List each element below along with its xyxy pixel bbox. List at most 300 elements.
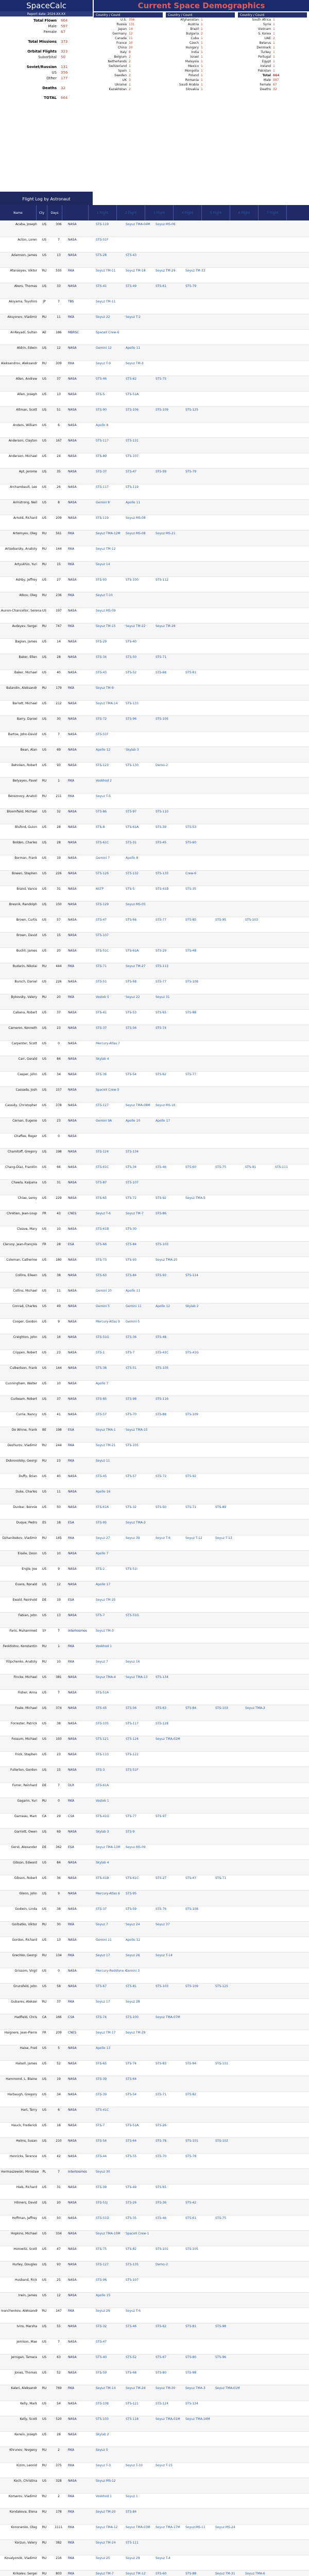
flight-cell: [184, 1056, 214, 1071]
days-in-space: 7: [58, 300, 60, 303]
country-code: JP: [43, 300, 46, 303]
flight-cell: Soyuz 30: [96, 2170, 110, 2174]
flight-cell: [184, 361, 214, 376]
flight-cell: STS-70: [156, 2155, 167, 2158]
astronaut-name: Coleman, Catherine: [6, 1258, 37, 1262]
days-in-space: 13: [57, 1614, 61, 1617]
flight-cell: [274, 2107, 304, 2122]
flight-cell: STS-45: [96, 1475, 107, 1478]
flight-cell: [214, 1056, 244, 1071]
agency: NASA: [68, 1042, 77, 1045]
days-in-space: 1: [58, 1645, 60, 1648]
flight-cell: [244, 1365, 274, 1380]
country-count: 8: [129, 50, 131, 54]
flight-cell: [274, 2262, 304, 2277]
country-code: US: [42, 1706, 47, 1710]
flight-cell: [214, 1257, 244, 1272]
flight-cell: [244, 1242, 274, 1257]
flight-cell: [154, 2339, 184, 2354]
flight-cell: [125, 2432, 154, 2447]
days-in-space: 803: [56, 2572, 62, 2575]
flight-cell: STS-48: [156, 1335, 167, 1339]
agency: RKA: [68, 779, 75, 783]
flight-cell: [244, 453, 274, 468]
country-count: 1: [273, 69, 275, 73]
agency: RKA: [68, 362, 75, 365]
country-name: Turkey: [261, 50, 271, 54]
flight-cell: Soyuz 22: [126, 995, 140, 999]
country-code: US: [42, 934, 47, 937]
flight-cell: [214, 515, 244, 530]
days-in-space: 35: [57, 470, 61, 473]
flight-cell: [184, 639, 214, 654]
country-count: 1: [129, 64, 131, 68]
table-row: [0, 1705, 309, 1721]
astronaut-name: Eisele, Donn: [18, 1552, 37, 1555]
table-row: [0, 2524, 309, 2540]
country-code: US: [42, 1335, 47, 1339]
flight-cell: STS-79: [185, 284, 197, 288]
flight-cell: [274, 1566, 304, 1581]
flight-cell: STS-43: [126, 253, 137, 257]
flight-cell: STS-110: [96, 1753, 109, 1756]
table-row: [0, 778, 309, 793]
agency: NASA: [68, 810, 77, 814]
column-header[interactable]: 3 Flight: [145, 205, 174, 221]
column-header[interactable]: 1 Flight: [89, 205, 117, 221]
table-row: [0, 2184, 309, 2200]
agency: NASA: [68, 671, 77, 674]
days-in-space: 52: [57, 2062, 61, 2065]
flight-cell: STS-40: [126, 640, 137, 643]
flight-cell: STS-37: [96, 1026, 107, 1030]
flight-cell: STS-29: [96, 640, 107, 643]
flight-cell: [274, 2308, 304, 2323]
flight-cell: [154, 500, 184, 515]
days-in-space: 212: [56, 702, 62, 705]
column-header[interactable]: Days: [47, 205, 62, 221]
flight-cell: [244, 654, 274, 669]
table-row: [0, 2509, 309, 2524]
country-code: DE: [42, 1845, 47, 1849]
agency: NASA: [68, 1861, 77, 1865]
table-row: [0, 732, 309, 747]
table-row: [0, 1273, 309, 1288]
agency: ESA: [68, 1428, 74, 1432]
table-row: [0, 2014, 309, 2030]
agency: NASA: [68, 1753, 77, 1756]
country-code: US: [42, 1397, 47, 1401]
flight-cell: [154, 902, 184, 917]
astronaut-name: Chiao, Leroy: [18, 1196, 37, 1200]
country-code: US: [42, 1196, 47, 1200]
flight-cell: [154, 2107, 184, 2122]
flight-cell: [125, 1582, 154, 1597]
country-code: CA: [42, 1815, 47, 1818]
flight-cell: [214, 1767, 244, 1782]
flight-cell: [244, 1257, 274, 1272]
flight-cell: Vostok 1: [96, 1799, 109, 1803]
agency: NASA: [68, 1691, 77, 1694]
days-in-space: 11: [57, 315, 61, 319]
flight-cell: Soyuz 39: [126, 1536, 140, 1540]
agency: CNES: [68, 2031, 77, 2035]
flight-cell: STS-34: [126, 1165, 137, 1169]
days-in-space: 7: [58, 733, 60, 736]
flight-cell: [184, 1288, 214, 1303]
country-code: US: [42, 903, 47, 906]
astronaut-name: Anderson, Clayton: [8, 439, 37, 443]
country-row: [166, 55, 235, 59]
flight-cell: [154, 1520, 184, 1535]
flight-cell: [214, 2494, 244, 2509]
agency: NASA: [68, 1057, 77, 1061]
agency: RKA: [68, 2526, 75, 2529]
flight-cell: [274, 2324, 304, 2338]
flight-cell: [184, 1551, 214, 1566]
table-row: [0, 2277, 309, 2293]
agency: NASA: [68, 2263, 77, 2266]
flight-cell: STS-40: [96, 2355, 107, 2359]
flight-cell: [154, 1999, 184, 2014]
country-name: Mongolia: [184, 69, 199, 73]
flight-cell: [274, 2092, 304, 2107]
flight-cell: [214, 1674, 244, 1689]
flight-cell: [184, 330, 214, 345]
flight-cell: Soyuz MS-11: [185, 2526, 205, 2529]
astronaut-name: Chrétien, Jean-Loup: [7, 1212, 37, 1215]
flight-cell: Gemini 10: [96, 1289, 112, 1293]
flight-cell: [214, 1520, 244, 1535]
country-row: [238, 87, 307, 92]
country-code: US: [42, 1907, 47, 1911]
flight-cell: [244, 314, 274, 329]
flight-cell: [154, 1149, 184, 1164]
table-row: [0, 1195, 309, 1211]
flight-cell: [274, 1396, 304, 1411]
flight-cell: Gemini 3: [126, 1969, 140, 1973]
summary-value: 131: [61, 64, 68, 69]
country-code: US: [42, 764, 47, 767]
agency: RKA: [68, 2309, 75, 2313]
country-code: US: [42, 733, 47, 736]
agency: RKA: [68, 624, 75, 628]
flight-cell: [214, 2014, 244, 2029]
astronaut-name: Aksyonov, Vladimir: [7, 315, 37, 319]
astronaut-name: Fincke, Michael: [13, 1675, 37, 1679]
flight-cell: [184, 237, 214, 252]
flight-cell: [214, 2432, 244, 2447]
column-header[interactable]: 6 Flight: [230, 205, 259, 221]
agency: RKA: [68, 2464, 75, 2467]
flight-cell: STS-45: [156, 841, 167, 844]
column-header[interactable]: Cty: [37, 205, 47, 221]
table-row: [0, 422, 309, 438]
flight-cell: [125, 299, 154, 314]
flight-cell: Soyuz TMA-13: [126, 1675, 148, 1679]
country-name: Austria: [187, 23, 199, 26]
flight-cell: [244, 871, 274, 886]
flight-cell: [214, 933, 244, 947]
flight-cell: STS-77: [156, 980, 167, 984]
flight-cell: Apollo 13: [96, 2046, 111, 2050]
flight-cell: STS-41: [96, 1011, 107, 1014]
flight-cell: [244, 1149, 274, 1164]
flight-cell: [214, 2092, 244, 2107]
flight-cell: Soyuz TM-7: [96, 2572, 114, 2575]
agency: ESA: [68, 1243, 74, 1246]
days-in-space: 7: [58, 1629, 60, 1633]
summary-row: [0, 29, 93, 35]
table-row: [0, 608, 309, 623]
days-in-space: 7: [58, 1691, 60, 1694]
days-in-space: 23: [57, 1753, 61, 1756]
column-header[interactable]: Mission: [62, 205, 89, 221]
flight-cell: [274, 2571, 304, 2576]
astronaut-name: Buchli, James: [16, 949, 37, 953]
flight-cell: [154, 2308, 184, 2323]
days-in-space: 334: [56, 2232, 62, 2235]
flight-cell: STS-46: [96, 377, 107, 381]
summary-label: TOTAL: [44, 95, 57, 100]
days-in-space: 34: [57, 1073, 61, 1076]
country-code: AE: [42, 331, 46, 334]
flight-cell: [184, 1721, 214, 1736]
flight-cell: [214, 453, 244, 468]
astronaut-name: Ashby, Jeffrey: [15, 578, 37, 582]
table-row: [0, 2447, 309, 2463]
summary-value: 664: [61, 95, 68, 100]
flight-cell: [274, 1473, 304, 1488]
flight-cell: STS-95: [215, 918, 227, 922]
flight-cell: STS-72: [126, 1196, 137, 1200]
astronaut-name: Cunningham, Walter: [5, 1382, 37, 1385]
flight-cell: [125, 1381, 154, 1396]
flight-cell: [214, 1613, 244, 1628]
country-name: Belarus: [259, 41, 271, 45]
days-in-space: 49: [57, 1304, 61, 1308]
flight-cell: [214, 2107, 244, 2122]
flight-cell: [214, 422, 244, 437]
flight-cell: STS-41: [96, 284, 107, 288]
astronaut-name: Dezhurov, Vladimir: [7, 1444, 37, 1447]
flight-cell: Soyuz TM-30: [156, 2386, 176, 2390]
flight-cell: [184, 1226, 214, 1241]
table-row: [0, 2092, 309, 2107]
country-row: [238, 78, 307, 82]
flight-cell: Demo-2: [156, 2263, 168, 2266]
flight-cell: [274, 237, 304, 252]
flight-cell: Soyuz 27: [96, 1536, 110, 1540]
flight-cell: [244, 747, 274, 762]
country-count: 1: [201, 46, 203, 49]
flight-cell: STS-51C: [96, 949, 109, 953]
table-row: [0, 701, 309, 716]
flight-cell: [184, 1597, 214, 1612]
flight-cell: [214, 330, 244, 345]
agency: NASA: [68, 578, 77, 582]
country-row: [94, 50, 163, 55]
flight-cell: [274, 1303, 304, 1318]
agency: NASA: [68, 1737, 77, 1741]
astronaut-name: Conrad, Charles: [12, 1304, 37, 1308]
country-row: [238, 36, 307, 41]
table-row: [0, 438, 309, 453]
country-code: US: [42, 748, 47, 752]
flight-cell: STS-1: [96, 1351, 105, 1354]
flight-cell: STS-133: [126, 702, 139, 705]
country-name: Hungary: [185, 46, 199, 49]
flight-cell: [214, 407, 244, 422]
table-row: [0, 1226, 309, 1242]
flight-cell: STS-62: [156, 2325, 167, 2328]
flight-cell: [244, 1010, 274, 1025]
country-code: US: [42, 2433, 47, 2436]
country-row: [94, 31, 163, 36]
table-row: [0, 1010, 309, 1025]
flight-cell: [244, 1056, 274, 1071]
table-row: [0, 948, 309, 963]
agency: NASA: [68, 1104, 77, 1107]
flight-cell: [214, 1118, 244, 1133]
flight-cell: [214, 1906, 244, 1921]
flight-cell: [274, 963, 304, 978]
flight-cell: [274, 1937, 304, 1952]
table-row: [0, 1659, 309, 1674]
flight-cell: [184, 453, 214, 468]
flight-cell: [125, 1597, 154, 1612]
flight-cell: Soyuz TM-12: [96, 547, 116, 551]
country-code: US: [42, 918, 47, 922]
flight-cell: [125, 1628, 154, 1643]
astronaut-name: Forrester, Patrick: [10, 1722, 37, 1725]
country-name: India: [191, 50, 199, 54]
table-row: [0, 824, 309, 840]
flight-cell: Soyuz TMA-12M: [96, 532, 121, 535]
summary-label: US: [52, 70, 57, 75]
country-code: US: [42, 1830, 47, 1834]
flight-cell: Soyuz 28: [126, 2000, 140, 2004]
country-name: Ireland: [260, 64, 271, 68]
flight-cell: STS-96: [215, 2355, 227, 2359]
flight-cell: Soyuz T-12: [185, 1536, 202, 1540]
agency: NASA: [68, 717, 77, 721]
flight-cell: [214, 1427, 244, 1442]
country-name: Russia: [116, 23, 127, 26]
flight-cell: [214, 1844, 244, 1859]
days-in-space: 20: [57, 995, 61, 999]
flight-cell: Soyuz T-6: [96, 1212, 111, 1215]
country-code: BE: [42, 1428, 46, 1432]
flight-cell: [154, 422, 184, 437]
column-header[interactable]: 4 Flight: [174, 205, 202, 221]
flight-cell: [274, 747, 304, 762]
flight-cell: [274, 2231, 304, 2246]
agency: DLR: [68, 1784, 75, 1787]
astronaut-name: Avdeyev, Sergei: [12, 624, 37, 628]
flight-cell: [184, 685, 214, 700]
astronaut-name: Baker, Ellen: [19, 655, 37, 659]
column-header[interactable]: 5 Flight: [202, 205, 230, 221]
flight-cell: STS-80: [185, 2355, 197, 2359]
table-row: [0, 2293, 309, 2308]
flight-cell: [214, 2184, 244, 2199]
days-in-space: 13: [57, 1938, 61, 1942]
country-code: US: [42, 841, 47, 844]
flight-cell: STS-81: [185, 2325, 197, 2328]
summary-row: [0, 64, 93, 70]
flight-cell: [274, 1334, 304, 1349]
country-code: US: [42, 1119, 47, 1123]
flight-cell: [244, 933, 274, 947]
flight-cell: STS-75: [96, 2247, 107, 2251]
flight-cell: STS-35: [126, 2216, 137, 2220]
country-count: 3: [129, 78, 131, 82]
flight-cell: STS-92: [156, 1196, 167, 1200]
country-name: Portugal: [258, 55, 271, 59]
country-code: US: [42, 1938, 47, 1942]
flight-cell: [184, 963, 214, 978]
days-in-space: 6: [58, 423, 60, 427]
flight-cell: [214, 1953, 244, 1968]
column-header[interactable]: 2 Flight: [117, 205, 145, 221]
country-name: Mexico: [188, 64, 199, 68]
flight-cell: [125, 933, 154, 947]
table-row: [0, 1875, 309, 1891]
agency: NASA: [68, 485, 77, 489]
flight-cell: [244, 1798, 274, 1813]
country-code: US: [42, 810, 47, 814]
flight-cell: [214, 1566, 244, 1581]
flight-cell: [214, 1334, 244, 1349]
flight-cell: STS-88: [185, 1011, 197, 1014]
flight-cell: [184, 2169, 214, 2184]
flight-cell: [154, 592, 184, 607]
summary-row: [0, 91, 93, 95]
flight-cell: [214, 840, 244, 855]
table-row: [0, 1783, 309, 1798]
flight-cell: [184, 933, 214, 947]
agency: RKA: [68, 995, 75, 999]
table-row: [0, 2401, 309, 2416]
country-code: US: [42, 2479, 47, 2483]
column-header[interactable]: 7 Flight: [259, 205, 287, 221]
flight-cell: STS-134: [185, 2402, 198, 2405]
agency: NASA: [68, 1181, 77, 1184]
flight-cell: Apollo 17: [96, 1583, 111, 1586]
agency: NASA: [68, 1150, 77, 1154]
table-row: [0, 299, 309, 314]
flight-cell: [274, 330, 304, 345]
flight-cell: [274, 793, 304, 808]
country-count: 20: [129, 46, 133, 49]
table-row: [0, 1798, 309, 1814]
astronaut-name: Cooper, Gordon: [12, 1320, 37, 1324]
astronaut-name: Kovalyonok, Vladimir: [4, 2556, 37, 2560]
days-in-space: 25: [57, 2278, 61, 2282]
flight-cell: ASTP: [96, 887, 104, 891]
flight-cell: [244, 1025, 274, 1040]
agency: NASA: [68, 887, 77, 891]
flight-cell: STS-61B: [96, 1227, 109, 1231]
flight-cell: [184, 1365, 214, 1380]
flight-cell: [125, 2339, 154, 2354]
column-header[interactable]: Name: [0, 205, 37, 221]
flight-cell: [184, 484, 214, 499]
astronaut-name: Helms, Susan: [16, 2139, 37, 2143]
flight-cell: [214, 1999, 244, 2014]
flight-cell: [274, 1891, 304, 1906]
